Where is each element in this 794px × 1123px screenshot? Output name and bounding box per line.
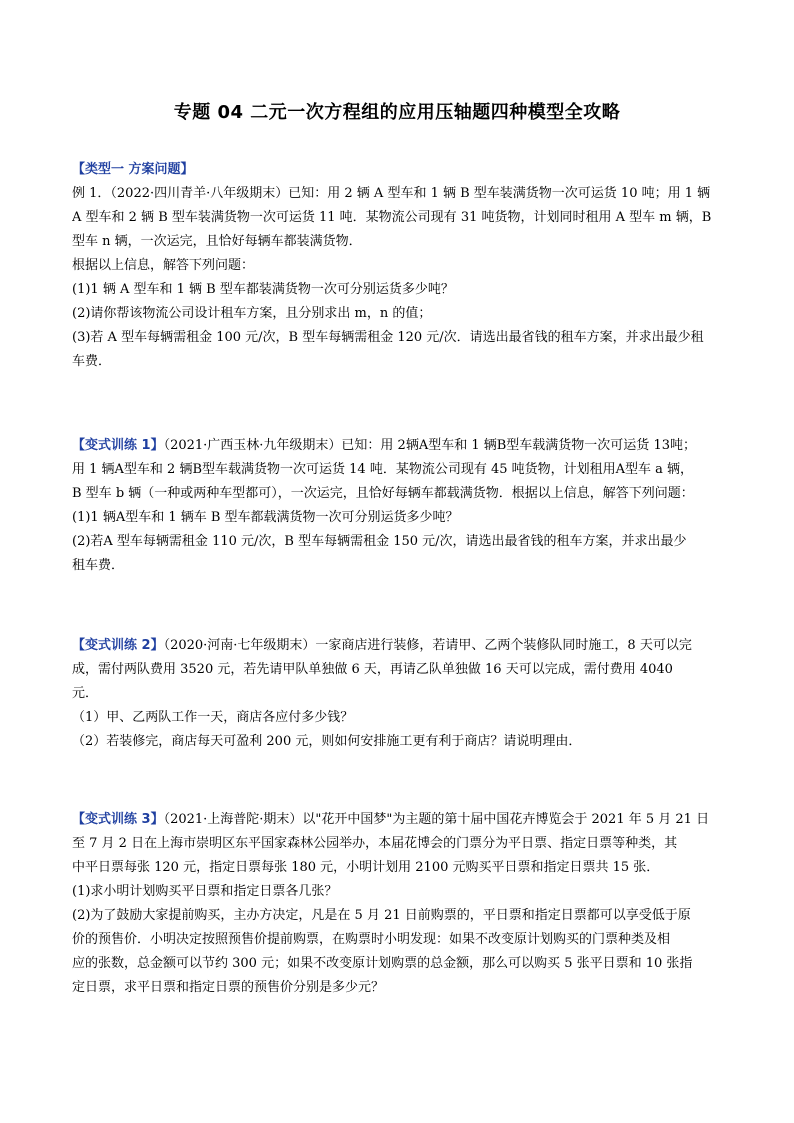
variant3-question: (1)求小明计划购买平日票和指定日票各几张？ bbox=[72, 884, 338, 899]
variant2-section bbox=[72, 634, 730, 754]
variant1-section bbox=[72, 434, 730, 578]
variant3-text: （2021·上海普陀·期末）以"花开中国梦"为主题的第十届中国花卉博览会于 2021 年 5 月 21 日 bbox=[163, 812, 710, 827]
type1-question: (1)1 辆 A 型车和 1 辆 B 型车都装满货物一次可分别运货多少吨？ bbox=[72, 282, 454, 297]
variant2-line-first bbox=[72, 634, 730, 658]
variant3-line: 价的预售价．小明决定按照预售价提前购票，在购票时小明发现：如果不改变原计划购买的门票种类及相 bbox=[72, 932, 671, 947]
variant3-label: 【变式训练 3】 bbox=[72, 812, 164, 827]
variant3-line: 至 7 月 2 日在上海市崇明区东平国家森林公园举办，本届花博会的门票分为平日票、指定日票等种类，其 bbox=[72, 836, 678, 851]
variant1-line: 用 1 辆A型车和 2 辆B型车载满货物一次可运货 14 吨．某物流公司现有 45 吨货物，计划租用A型车 a 辆， bbox=[72, 462, 694, 477]
type1-line: 型车 n 辆，一次运完，且恰好每辆车都装满货物． bbox=[72, 234, 362, 249]
variant3-line-first bbox=[72, 808, 730, 832]
variant1-question: (2)若A 型车每辆需租金 110 元/次，B 型车每辆需租金 150 元/次，请选出最省钱的租车方案，并求出最少 bbox=[72, 534, 687, 549]
type1-line: A 型车和 2 辆 B 型车装满货物一次可运货 11 吨．某物流公司现有 31 吨货物，计划同时租用 A 型车 m 辆，B bbox=[72, 210, 712, 225]
variant3-question: (2)为了鼓励大家提前购买，主办方决定，凡是在 5 月 21 日前购票的，平日票和指定日票都可以享受低于原 bbox=[72, 908, 691, 923]
type1-line: 例 1．（2022·四川青羊·八年级期末）已知：用 2 辆 A 型车和 1 辆 B 型车装满货物一次可运货 10 吨；用 1 辆 bbox=[72, 186, 711, 201]
variant2-line: 成，需付两队费用 3520 元，若先请甲队单独做 6 天，再请乙队单独做 16 天可以完成，需付费用 4040 bbox=[72, 662, 673, 677]
page-title: 专题 04 二元一次方程组的应用压轴题四种模型全攻略 bbox=[173, 102, 621, 123]
type1-question: (3)若 A 型车每辆需租金 100 元/次，B 型车每辆需租金 120 元/次．请选出最省钱的租车方案，并求出最少租 bbox=[72, 330, 704, 345]
type1-line: 根据以上信息，解答下列问题： bbox=[72, 258, 255, 273]
variant1-line-first bbox=[72, 434, 730, 458]
variant2-question: （1）甲、乙两队工作一天，商店各应付多少钱？ bbox=[72, 710, 354, 725]
type1-question: (2)请你帮该物流公司设计租车方案，且分别求出 m，n 的值； bbox=[72, 306, 432, 321]
variant2-text: （2020·河南·七年级期末）一家商店进行装修，若请甲、乙两个装修队同时施工，8 天可以完 bbox=[163, 638, 692, 653]
variant1-question: (1)1 辆A型车和 1 辆车 B 型车都载满货物一次可分别运货多少吨？ bbox=[72, 510, 459, 525]
variant2-line: 元． bbox=[72, 686, 99, 701]
variant2-label: 【变式训练 2】 bbox=[72, 638, 164, 653]
variant1-line: 租车费． bbox=[72, 558, 125, 573]
variant2-question: （2）若装修完，商店每天可盈利 200 元，则如何安排施工更有利于商店？请说明理由． bbox=[72, 734, 582, 749]
variant1-label: 【变式训练 1】 bbox=[72, 438, 164, 453]
variant1-line: B 型车 b 辆（一种或两种车型都可），一次运完，且恰好每辆车都载满货物．根据以上信息，解答下列问题： bbox=[72, 486, 694, 501]
variant3-line: 应的张数，总金额可以节约 300 元；如果不改变原计划购票的总金额，那么可以购买 5 张平日票和 10 张指 bbox=[72, 956, 693, 971]
variant3-line: 定日票，求平日票和指定日票的预售价分别是多少元？ bbox=[72, 980, 385, 995]
type1-line: 车费． bbox=[72, 354, 112, 369]
variant3-section bbox=[72, 808, 730, 1000]
type1-label: 【类型一 方案问题】 bbox=[72, 162, 194, 177]
variant3-line: 中平日票每张 120 元，指定日票每张 180 元，小明计划用 2100 元购买平日票和指定日票共 15 张． bbox=[72, 860, 660, 875]
type1-section bbox=[72, 158, 730, 374]
variant1-text: （2021·广西玉林·九年级期末）已知：用 2辆A型车和 1 辆B型车载满货物一次可运货 13吨； bbox=[163, 438, 696, 453]
